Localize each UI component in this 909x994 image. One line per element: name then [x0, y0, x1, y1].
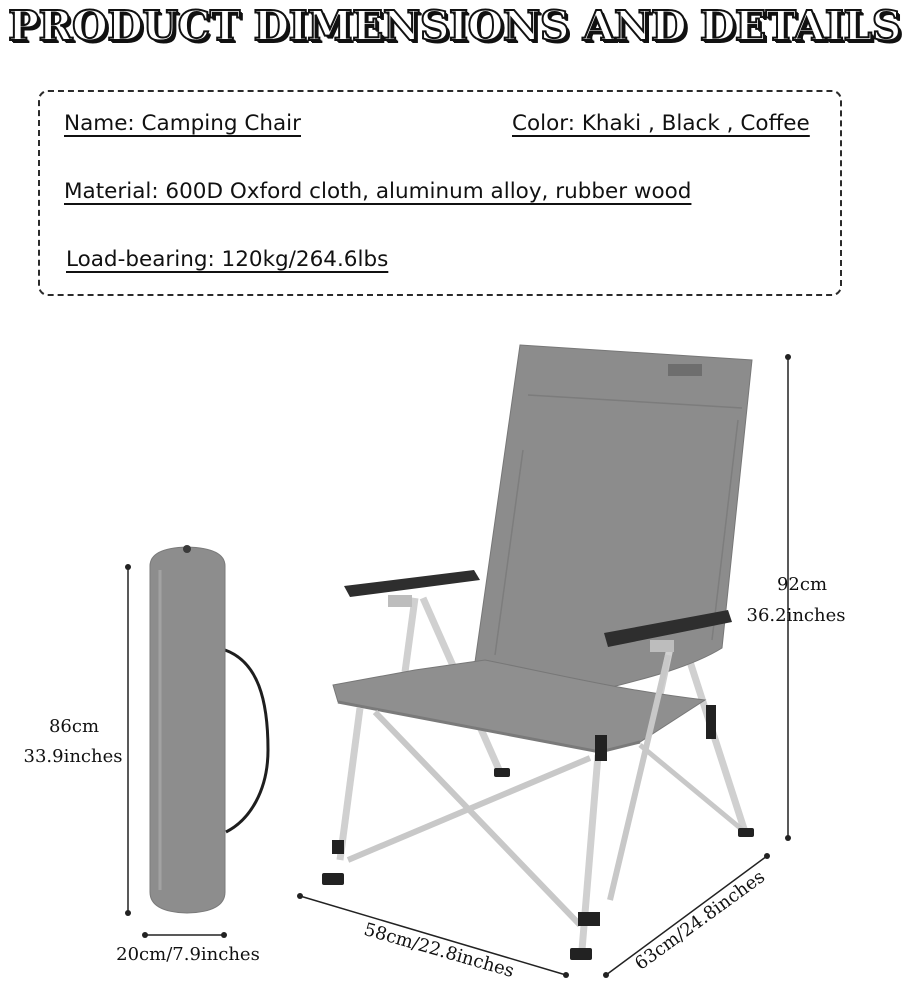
foot-front — [570, 948, 592, 960]
chair-height-in: 36.2inches — [746, 605, 846, 626]
chair-width: 58cm/22.8inches — [361, 919, 517, 982]
carry-bag — [150, 545, 268, 913]
chair-logo-tag — [668, 364, 702, 376]
bag-cord-lock — [183, 545, 191, 553]
bag-height-cm: 86cm — [48, 716, 100, 737]
front-left-leg — [340, 708, 360, 860]
cross-brace-b — [348, 758, 590, 860]
camping-chair — [322, 345, 754, 960]
chair-depth: 63cm/24.8inches — [631, 866, 769, 975]
cross-brace-a — [375, 712, 580, 925]
spec-load-bearing: Load-bearing: 120kg/264.6lbs — [66, 247, 389, 272]
spec-name: Name: Camping Chair — [64, 111, 301, 136]
armrest-left — [344, 570, 480, 597]
bag-width: 20cm/7.9inches — [116, 944, 260, 965]
page-title: PRODUCT DIMENSIONS AND DETAILS — [8, 2, 901, 50]
bag-strap — [225, 650, 268, 832]
foot-left — [322, 873, 344, 885]
spec-color: Color: Khaki , Black , Coffee — [512, 111, 810, 136]
bag-height-in: 33.9inches — [23, 746, 123, 767]
chair-height-cm: 92cm — [776, 574, 828, 595]
spec-material: Material: 600D Oxford cloth, aluminum alloy, rubber wood — [64, 179, 692, 204]
